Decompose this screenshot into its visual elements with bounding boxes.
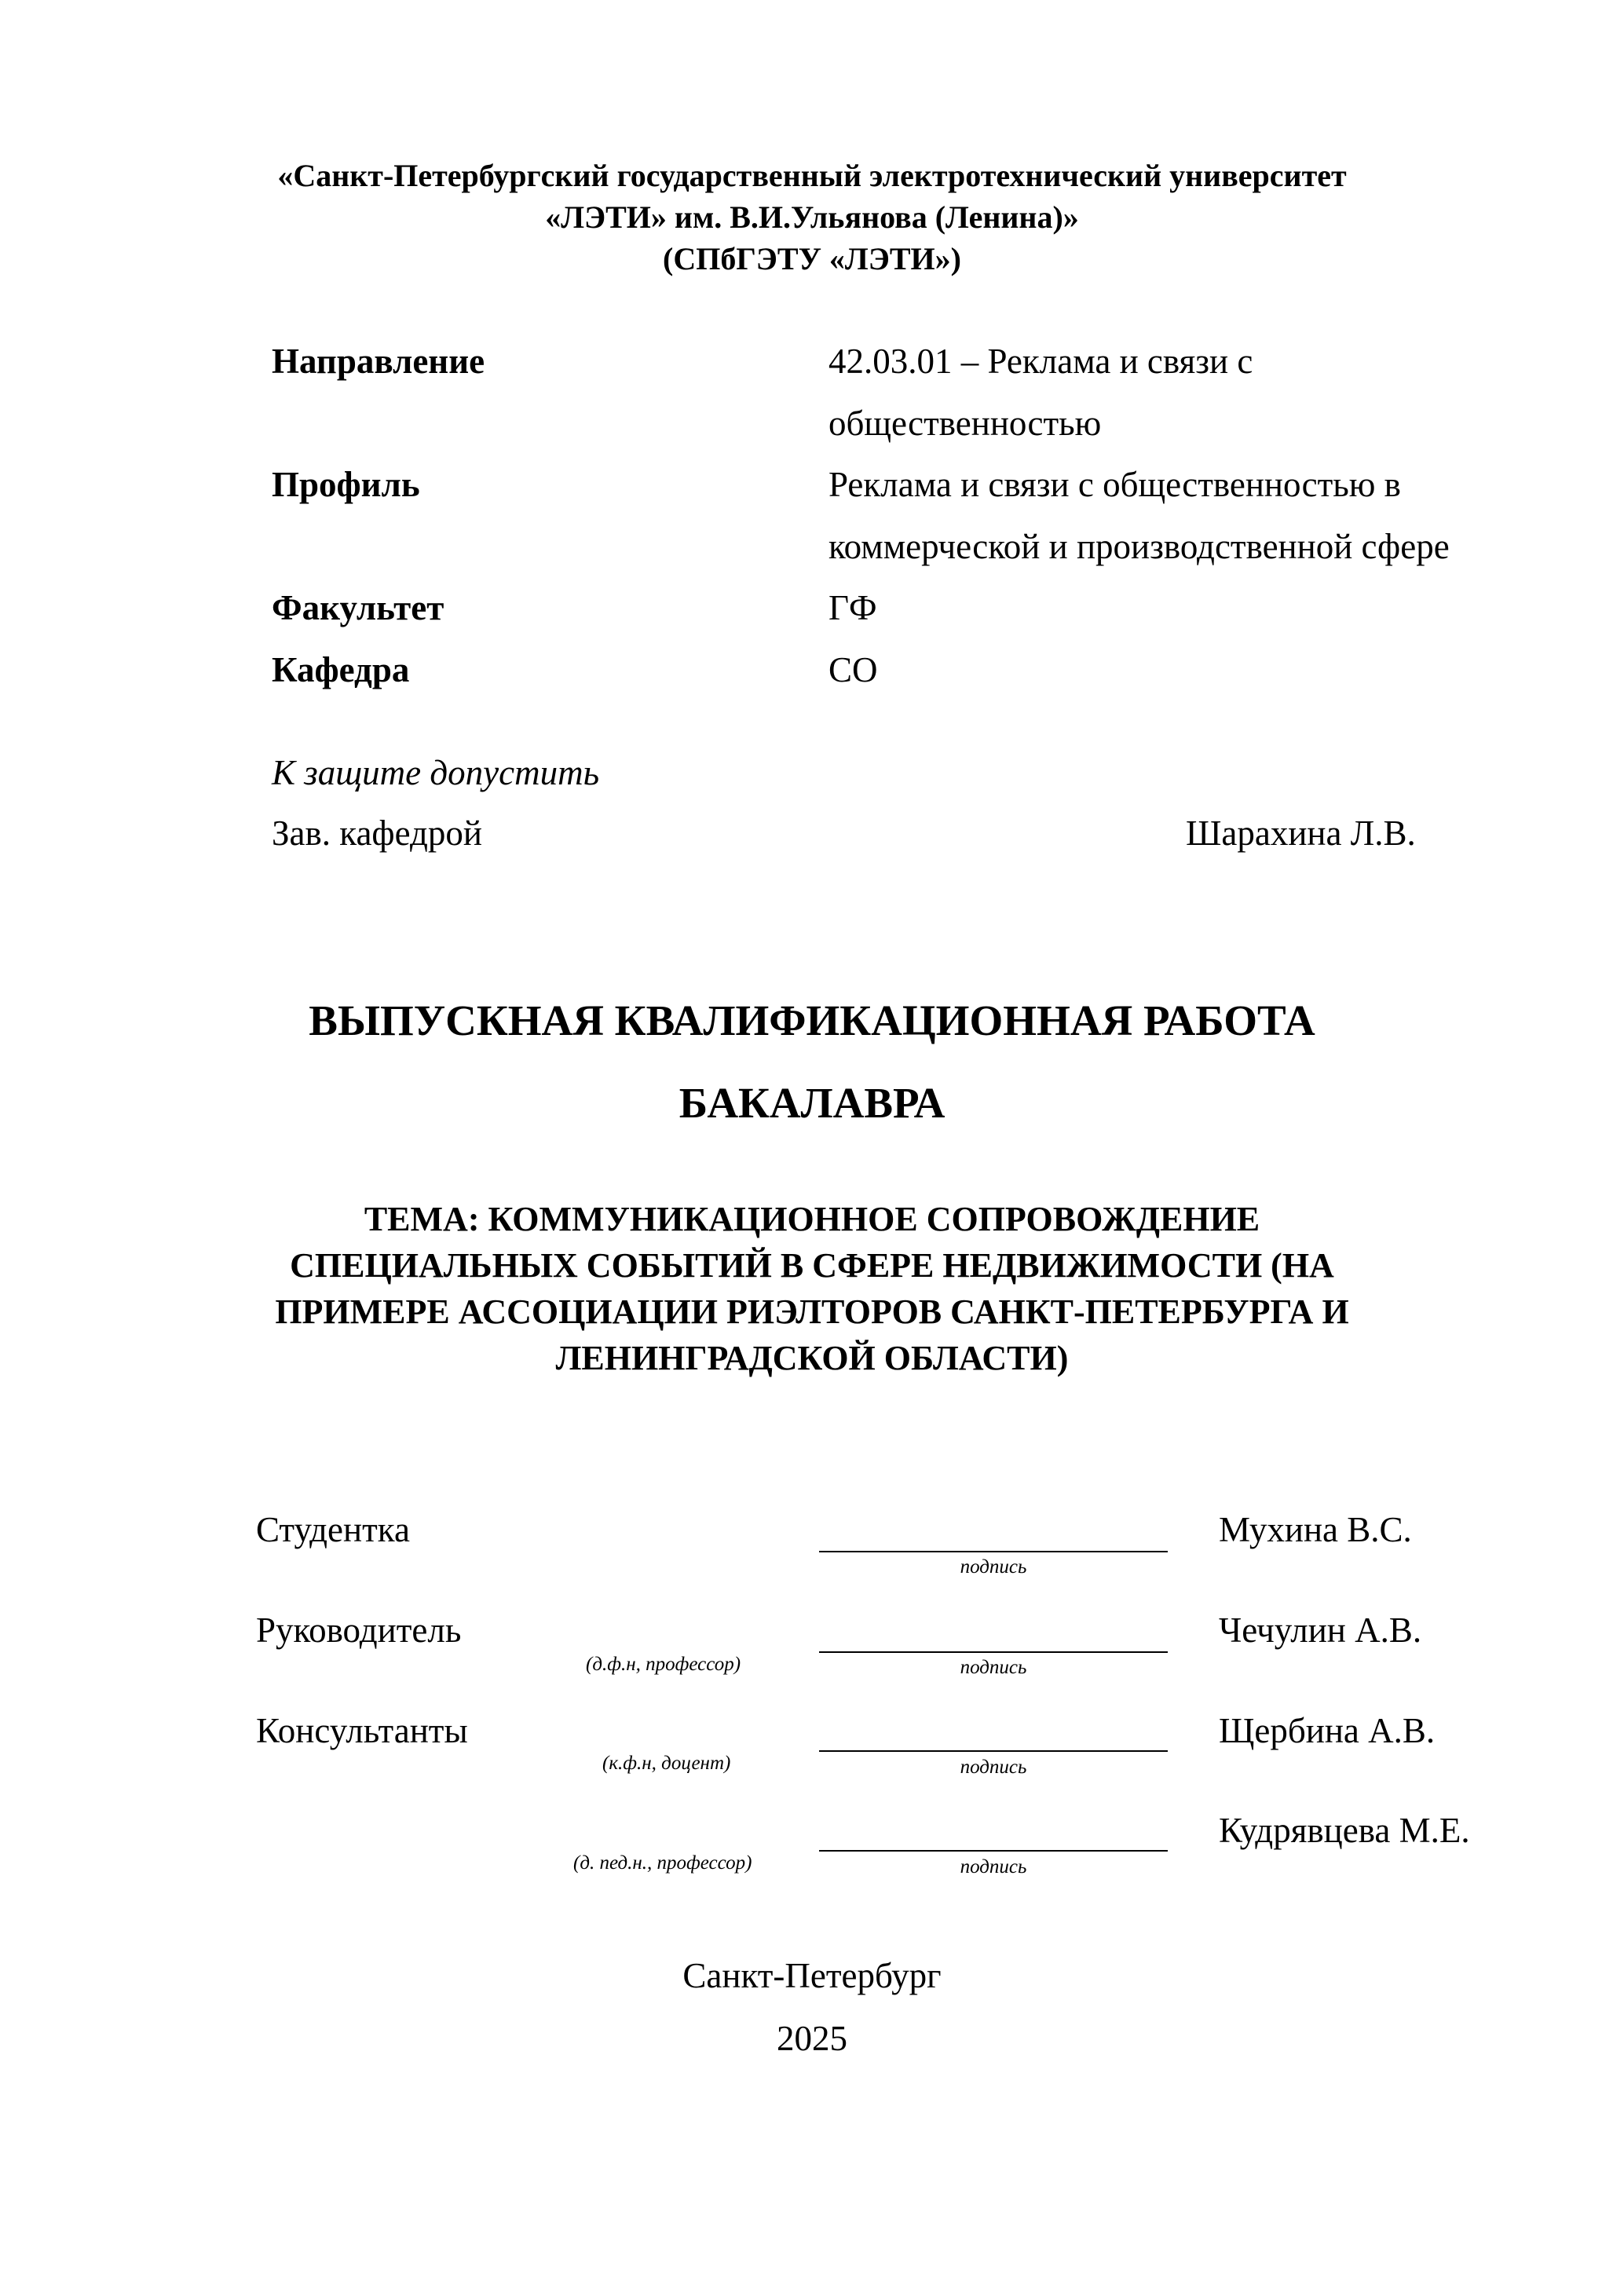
faculty-value: ГФ — [828, 588, 877, 627]
consultant2-signature-line — [819, 1850, 1168, 1852]
supervisor-signature-caption: подпись — [960, 1657, 1027, 1678]
city: Санкт-Петербург — [682, 1956, 942, 1995]
direction-value-line1: 42.03.01 – Реклама и связи с — [828, 342, 1253, 381]
admit-to-defense: К защите допустить — [272, 753, 600, 792]
consultant1-signature-caption: подпись — [960, 1757, 1027, 1778]
consultant1-degree: (к.ф.н, доцент) — [602, 1753, 731, 1774]
work-title-line1: ВЫПУСКНАЯ КВАЛИФИКАЦИОННАЯ РАБОТА — [309, 996, 1315, 1044]
student-signature-caption: подпись — [960, 1556, 1027, 1578]
profile-value-line2: коммерческой и производственной сфере — [828, 527, 1450, 566]
profile-value-line1: Реклама и связи с общественностью в — [828, 465, 1401, 504]
topic-line2: СПЕЦИАЛЬНЫХ СОБЫТИЙ В СФЕРЕ НЕДВИЖИМОСТИ (НА — [290, 1246, 1334, 1285]
consultant2-name: Кудрявцева М.Е. — [1219, 1811, 1470, 1850]
topic-line1: ТЕМА: КОММУНИКАЦИОННОЕ СОПРОВОЖДЕНИЕ — [364, 1200, 1260, 1238]
university-name-line2: «ЛЭТИ» им. В.И.Ульянова (Ленина)» — [545, 199, 1079, 235]
profile-label: Профиль — [272, 465, 420, 504]
topic-line4: ЛЕНИНГРАДСКОЙ ОБЛАСТИ) — [555, 1339, 1069, 1377]
consultant1-name: Щербина А.В. — [1219, 1711, 1436, 1750]
supervisor-signature-line — [819, 1651, 1168, 1653]
university-name-line1: «Санкт-Петербургский государственный электротехнический университет — [277, 158, 1347, 193]
consultant1-signature-line — [819, 1750, 1168, 1752]
supervisor-degree: (д.ф.н, профессор) — [586, 1654, 741, 1675]
consultant2-degree: (д. пед.н., профессор) — [573, 1852, 752, 1874]
student-name: Мухина В.С. — [1219, 1510, 1412, 1549]
topic-line3: ПРИМЕРЕ АССОЦИАЦИИ РИЭЛТОРОВ САНКТ-ПЕТЕРБУРГА И — [275, 1292, 1349, 1331]
department-value: СО — [828, 650, 878, 689]
work-title-line2: БАКАЛАВРА — [678, 1079, 946, 1127]
university-abbreviation: (СПбГЭТУ «ЛЭТИ») — [663, 241, 961, 276]
head-of-department-label: Зав. кафедрой — [272, 813, 482, 853]
year: 2025 — [777, 2019, 847, 2058]
head-of-department-name: Шарахина Л.В. — [1186, 813, 1416, 853]
supervisor-name: Чечулин А.В. — [1219, 1610, 1422, 1650]
direction-label: Направление — [272, 342, 485, 381]
consultants-label: Консультанты — [256, 1711, 468, 1750]
student-signature-line — [819, 1551, 1168, 1552]
supervisor-label: Руководитель — [256, 1610, 462, 1650]
direction-value-line2: общественностью — [828, 404, 1102, 443]
department-label: Кафедра — [272, 650, 410, 689]
faculty-label: Факультет — [272, 588, 444, 627]
consultant2-signature-caption: подпись — [960, 1856, 1027, 1877]
student-label: Студентка — [256, 1510, 410, 1549]
